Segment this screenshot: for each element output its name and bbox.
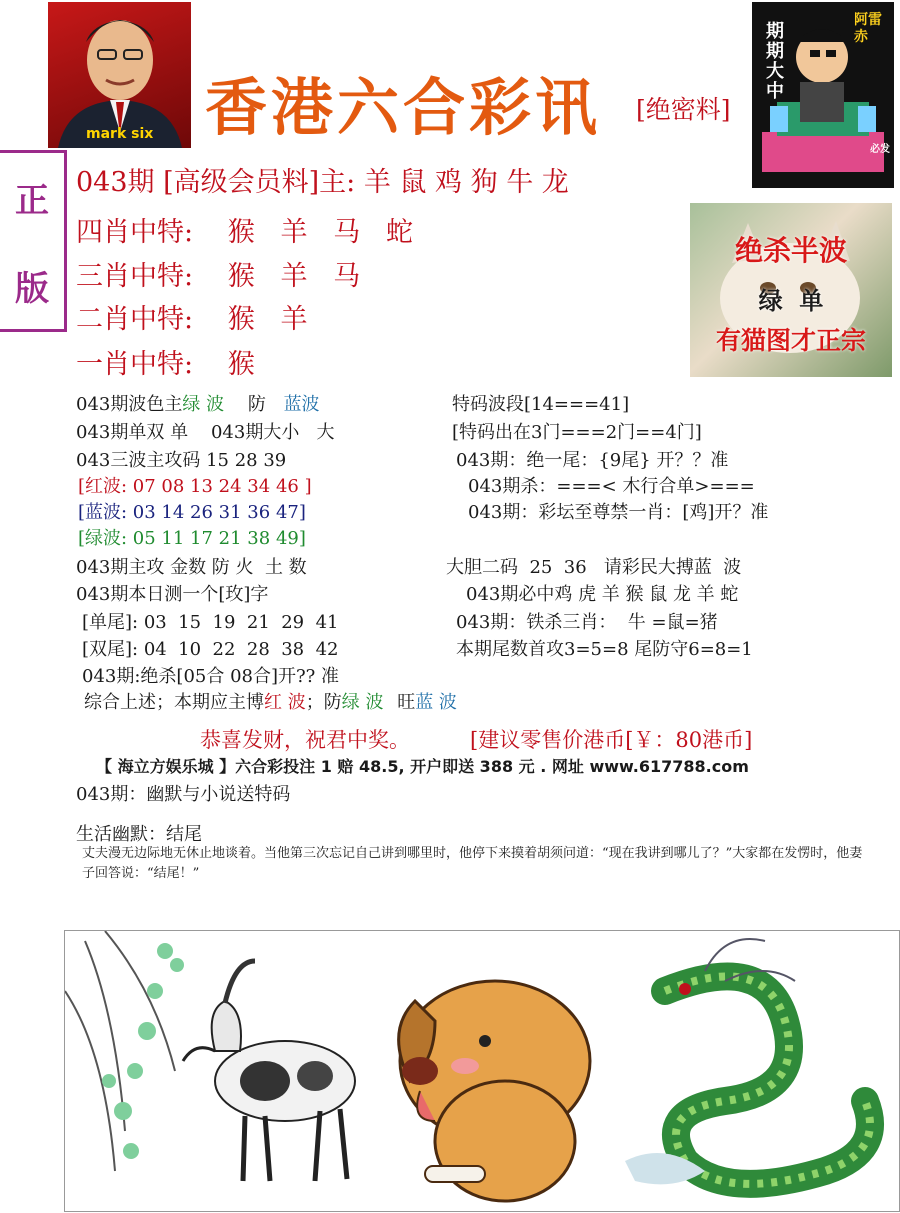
wave-guard-prefix: 防 — [247, 394, 266, 415]
green-wave-line: [绿波: 05 11 17 21 38 49] — [78, 528, 306, 549]
summary-red: 红 波 — [264, 692, 306, 713]
tail-line: 043期：绝一尾：{9尾} 开？？准 — [456, 450, 729, 471]
casino-promo-line: 【 海立方娱乐城 】六合彩投注 1 赔 48.5, 开户即送 388 元 . 网址 www.617788.com — [96, 757, 749, 776]
dragon-figure — [625, 939, 870, 1184]
double-tail-line: [双尾]: 04 10 22 28 38 42 — [82, 639, 339, 660]
price-text: [建议零售价港币[￥：80港币] — [470, 728, 753, 752]
forbid-line: 043期：彩坛至尊禁一肖：[鸡]开？准 — [468, 502, 769, 523]
must-hit-line: 043期必中鸡 虎 羊 猴 鼠 龙 羊 蛇 — [466, 584, 739, 605]
side-label-top: 正 — [15, 180, 49, 221]
page-subtitle: [绝密料] — [636, 95, 731, 124]
member-line: 043期 [高级会员料]主: 羊 鼠 鸡 狗 牛 龙 — [76, 167, 569, 198]
summary-prefix: 综合上述；本期应主博 — [84, 692, 264, 713]
pick-four-animals: 猴 羊 马 蛇 — [227, 217, 413, 248]
pick-two — [76, 297, 307, 336]
summary-green: 绿 波 — [341, 692, 384, 713]
pick-one — [76, 342, 255, 381]
tail-attack-line: 本期尾数首攻3=5=8 尾防守6=8=1 — [456, 639, 753, 660]
summary-line — [84, 688, 457, 714]
cat-ad-line3: 有猫图才正宗 — [715, 326, 866, 355]
kill-line: 043期:绝杀[05合 08合]开?? 准 — [82, 666, 340, 687]
kill-combo-line: 043期杀：===< 木行合单>=== — [468, 476, 755, 497]
summary-blue: 蓝 波 — [415, 692, 457, 713]
pick-three-animals: 猴 羊 马 — [227, 261, 361, 292]
side-label-bottom: 版 — [15, 268, 49, 309]
congrats-text: 恭喜发财，祝君中奖。 — [200, 728, 410, 752]
wave-main: 绿 波 — [182, 394, 225, 415]
goat-figure — [183, 961, 355, 1181]
cartoon-text-bottom: 必发 — [870, 144, 890, 155]
wave-prefix: 043期波色主 — [76, 394, 183, 415]
odd-even-line: 043期单双 单 043期大小 大 — [76, 422, 335, 443]
summary-wang: 旺 — [397, 692, 416, 713]
blue-wave-line: [蓝波: 03 14 26 31 36 47] — [78, 502, 306, 523]
pick-two-label: 二肖中特: — [76, 304, 194, 335]
pick-one-animals: 猴 — [227, 349, 255, 380]
pick-three — [76, 254, 360, 293]
pick-two-animals: 猴 羊 — [227, 304, 308, 335]
story-text: 丈夫漫无边际地无休止地谈着。当他第三次忘记自己讲到哪里时，他停下来摸着胡须问道：“现在我讲到哪儿了？”大家都在发愣时，他妻子回答说：“结尾！” — [82, 846, 863, 881]
dog-figure — [399, 981, 590, 1201]
segment-line: 特码波段[14===41] — [452, 394, 630, 415]
kill-three-line: 043期：铁杀三肖： 牛 =鼠=猪 — [456, 612, 718, 633]
daily-word-line: 043期本日测一个[玫]字 — [76, 584, 269, 605]
authentic-edition-label — [0, 150, 67, 332]
pick-one-label: 一肖中特: — [76, 349, 194, 380]
single-tail-line: [单尾]: 03 15 19 21 29 41 — [82, 612, 339, 633]
two-codes-line: 大胆二码 25 36 请彩民大搏蓝 波 — [446, 557, 742, 578]
presenter-photo — [48, 2, 191, 148]
summary-mid: ；防 — [305, 692, 342, 713]
pick-four — [76, 210, 413, 249]
cartoon-text-right: 阿雷赤 — [854, 12, 882, 45]
mark-six-logo: mark six — [86, 126, 154, 142]
cat-ad-line1: 绝杀半波 — [734, 234, 847, 267]
doors-line: [特码出在3门===2门==4门] — [452, 422, 702, 443]
three-wave-line: 043三波主攻码 15 28 39 — [76, 450, 287, 471]
page-title: 香港六合彩讯 — [205, 71, 602, 144]
cat-ad-line2: 绿 单 — [758, 287, 824, 315]
wave-color-line — [76, 390, 320, 416]
cartoon-text-left: 期期大中 — [766, 21, 784, 102]
humor-title: 043期：幽默与小说送特码 — [76, 784, 291, 805]
cartoon-banner — [752, 2, 894, 188]
wave-guard: 蓝波 — [283, 394, 320, 415]
main-attack-line: 043期主攻 金数 防 火 土 数 — [76, 557, 307, 578]
zodiac-illustration — [64, 930, 900, 1212]
red-wave-line: [红波: 07 08 13 24 34 46 ] — [78, 476, 312, 497]
pick-three-label: 三肖中特: — [76, 261, 194, 292]
pick-four-label: 四肖中特: — [76, 217, 194, 248]
story-heading: 生活幽默：结尾 — [76, 824, 202, 845]
cat-ad-banner — [690, 203, 892, 377]
